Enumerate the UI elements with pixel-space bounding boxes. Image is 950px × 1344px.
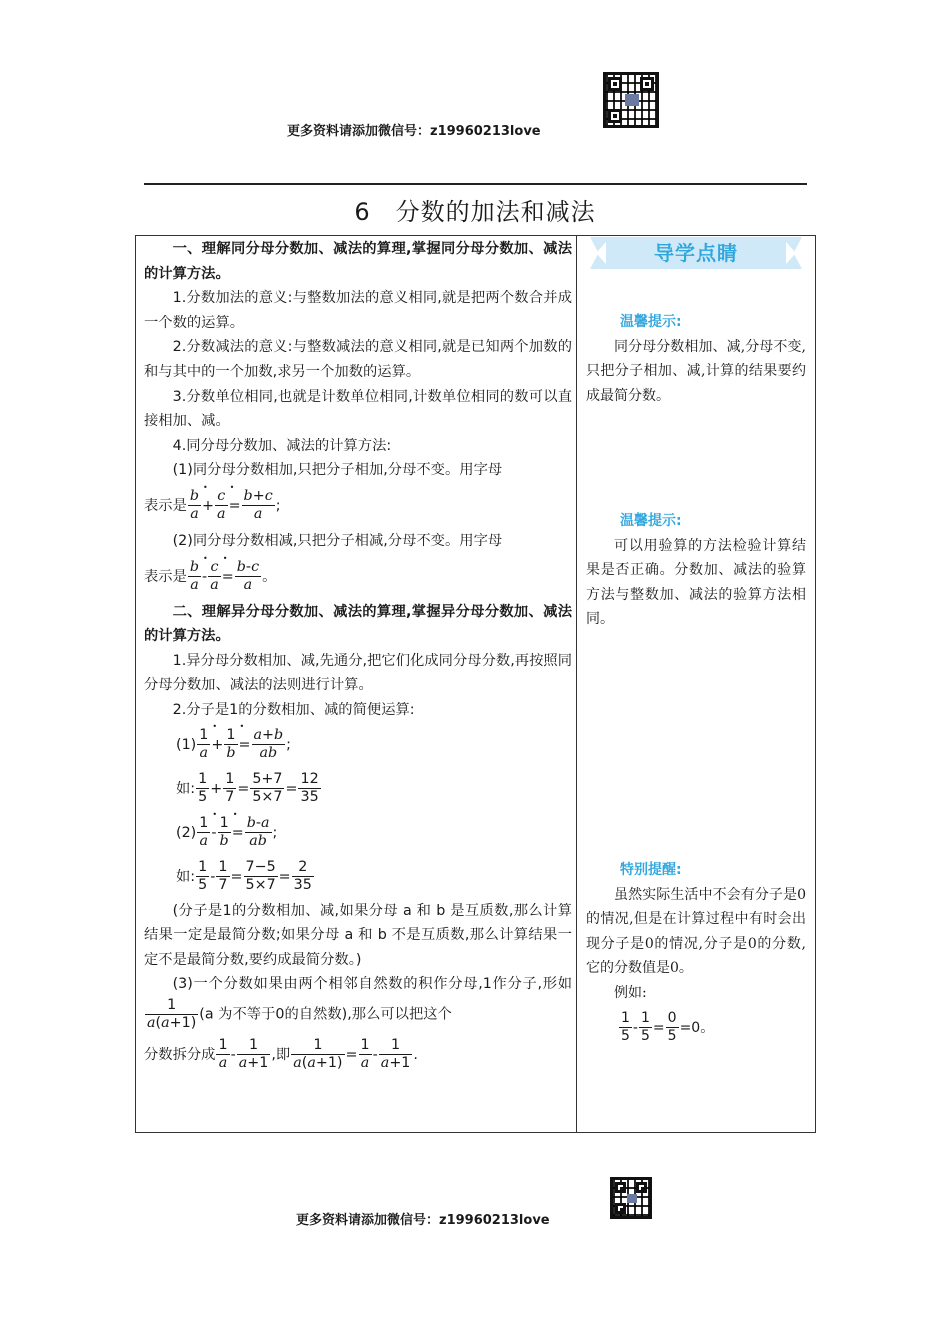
formula-same-add: 表示是 $\frac{b}{a}$ • + $\frac{c}{a}$ • = $\frac{b+c}{a}$ ; [144,483,572,529]
footer-wechat-text: 更多资料请添加微信号：z19960213love [296,1213,550,1228]
para-same-sub: (2)同分母分数相减,只把分子相减,分母不变。用字母 [172,532,503,549]
example-label: 例如: [614,984,647,1001]
tip-3 [586,858,806,1050]
text-segment: 分数拆分成 [144,1046,216,1063]
para-unit: 3.分数单位相同,也就是计数单位相同,计数单位相同的数可以直接相加、减。 [144,388,572,430]
zero-example: $\frac{1}{5}$ - $\frac{1}{5}$ = $\frac{0}{5}$ =0。 [621,1010,715,1045]
text-segment: (a 为不等于0的自然数),那么可以把这个 [199,1006,452,1023]
guide-banner-title: 导学点睛 [654,241,738,265]
tip-2-title: 温馨提示: [620,513,682,529]
example-unit-add: 如: $\frac{1}{5}$ + $\frac{1}{7}$ = $\frac{5+7}{5\times 7}$ = $\frac{12}{35}$ [176,771,319,805]
formula-same-sub: 表示是 $\frac{b}{a}$ • - $\frac{c}{a}$ • = $\frac{b-c}{a}$ 。 [144,554,572,600]
qr-code-bottom [610,1177,652,1219]
header-wechat-text: 更多资料请添加微信号：z19960213love [287,124,541,139]
tip-1-body: 同分母分数相加、减,分母不变,只把分子相加、减,计算的结果要约成最简分数。 [586,338,806,404]
main-content [144,237,572,1078]
page-title: 6 分数的加法和减法 [354,198,596,226]
para-unit-fractions: 2.分子是1的分数相加、减的简便运算: [172,701,415,718]
text-segment: ,即 [271,1046,291,1063]
text-segment: . [413,1046,418,1063]
section-1-heading: 一、理解同分母分数加、减法的算理,掌握同分母分数加、减法的计算方法。 [144,241,572,282]
column-divider [576,235,577,1133]
example-result: =0。 [679,1019,715,1036]
formula-label: 表示是 [144,497,187,514]
para-coprime-note: (分子是1的分数相加、减,如果分母 a 和 b 是互质数,那么计算结果一定是最简分数;如果分母 a 和 b 不是互质数,那么计算结果一定不是最简分数,要约成最简分数。) [144,902,572,968]
example-label: 如: [176,780,196,797]
tip-1 [586,310,806,408]
para-method: 4.同分母分数加、减法的计算方法: [172,437,392,454]
example-label: 如: [176,868,196,885]
formula-index: (1) [176,736,197,753]
formula-unit-add: (1) $\frac{1}{a}$ • + $\frac{1}{b}$ • = $\frac{a+b}{ab}$ ; [144,723,572,767]
formula-index: (2) [176,824,197,841]
qr-code-top [603,72,659,128]
formula-label: 表示是 [144,568,187,585]
para-subtraction-meaning: 2.分数减法的意义:与整数减法的意义相同,就是已知两个加数的和与其中的一个加数,求另一个加数的运算。 [144,339,572,380]
title-rule [144,183,807,185]
section-2-heading: 二、理解异分母分数加、减法的算理,掌握异分母分数加、减法的计算方法。 [144,603,572,645]
para-addition-meaning: 1.分数加法的意义:与整数加法的意义相同,就是把两个数合并成一个数的运算。 [144,290,572,331]
formula-split: 分数拆分成 $\frac{1}{a}$ - $\frac{1}{a+1}$ ,即 $\frac{1}{a(a+1)}$ = $\frac{1}{a}$ - $\frac{1}{a+1}$ . [144,1037,418,1072]
tip-1-title: 温馨提示: [620,314,682,330]
tip-2-body: 可以用验算的方法检验计算结果是否正确。分数加、减法的验算方法与整数加、减法的验算方法相同。 [586,537,806,628]
tip-3-title: 特别提醒: [620,862,682,878]
example-unit-sub: 如: $\frac{1}{5}$ - $\frac{1}{7}$ = $\frac{7-5}{5\times 7}$ = $\frac{2}{35}$ [176,859,312,893]
para-same-add: (1)同分母分数相加,只把分子相加,分母不变。用字母 [172,462,503,479]
para-adjacent-product: (3)一个分数如果由两个相邻自然数的积作分母,1作分子,形如 $\frac{1}{a(a+1)}$ (a 为不等于0的自然数),那么可以把这个 [147,976,572,1031]
formula-unit-sub: (2) $\frac{1}{a}$ • - $\frac{1}{b}$ • = $\frac{b-a}{ab}$ ; [144,811,572,855]
tip-3-body: 虽然实际生活中不会有分子是0的情况,但是在计算过程中有时会出现分子是0的情况,分子是0的分数,它的分数值是0。 [586,886,806,977]
tip-2 [586,509,806,632]
para-diff-denominators: 1.异分母分数相加、减,先通分,把它们化成同分母分数,再按照同分母分数加、减法的法则进行计算。 [144,652,572,694]
text-segment: (3)一个分数如果由两个相邻自然数的积作分母,1作分子,形如 [172,976,572,993]
